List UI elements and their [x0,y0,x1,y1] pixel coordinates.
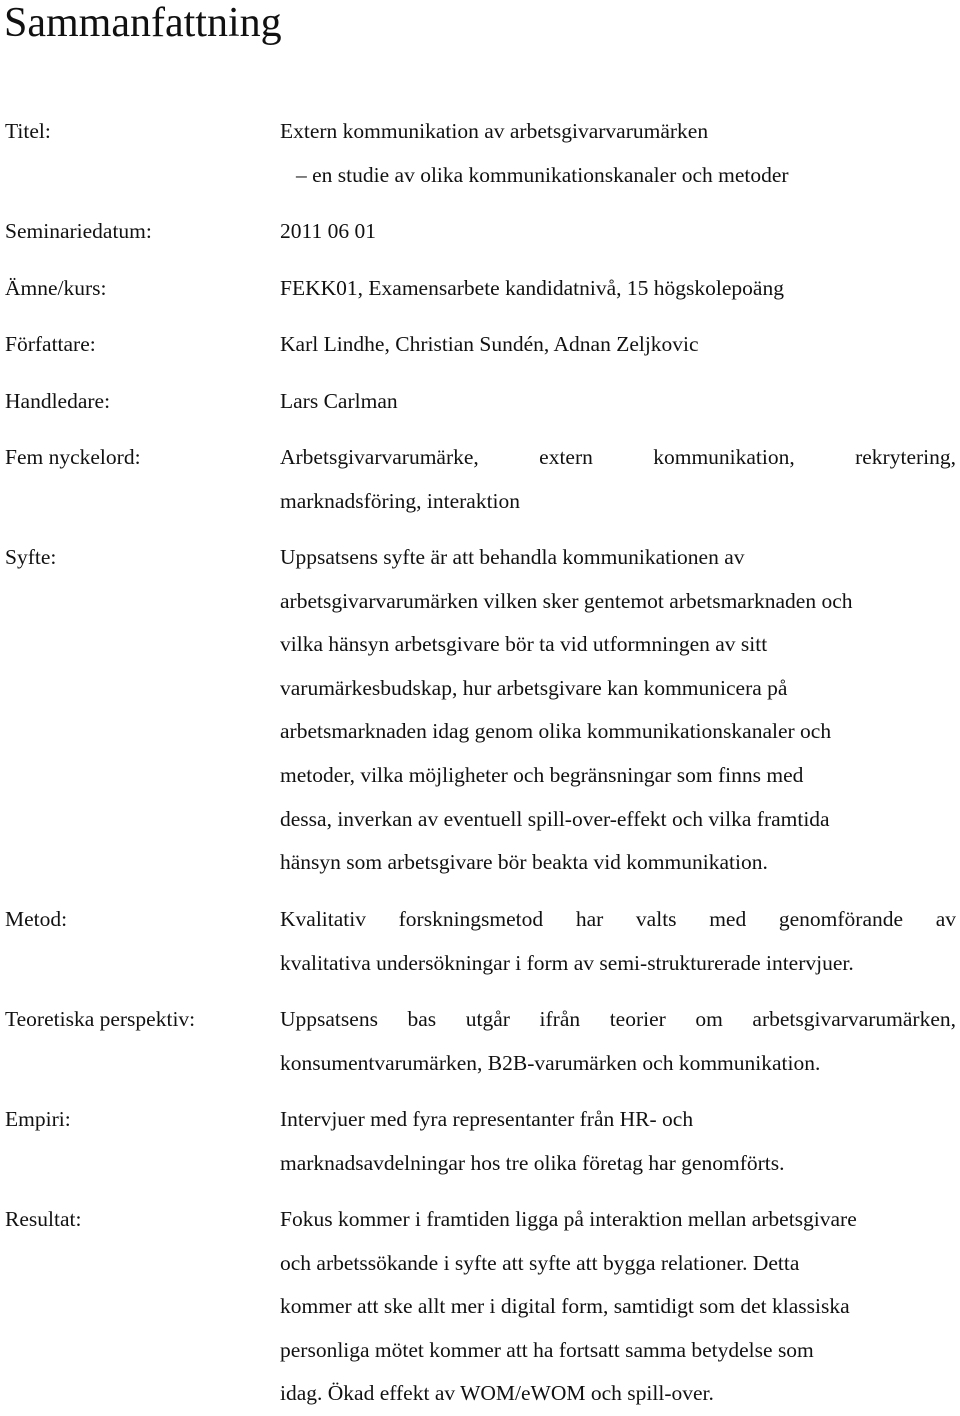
titel-line-2: – en studie av olika kommunikationskanaler och metoder [296,162,789,187]
syfte-line-7: dessa, inverkan av eventuell spill-over-effekt och vilka framtida [280,806,830,831]
nyckelord-line-1: Arbetsgivarvarumärke, extern kommunikation, rekrytering, [280,445,956,469]
label-forfattare: Författare: [5,332,96,356]
forfattare-line-1: Karl Lindhe, Christian Sundén, Adnan Zeljkovic [280,332,699,356]
value-metod [280,898,956,985]
label-empiri: Empiri: [5,1107,71,1131]
syfte-line-6: metoder, vilka möjligheter och begränsningar som finns med [280,762,804,787]
label-syfte: Syfte: [5,545,57,569]
value-nyckelord [280,436,956,523]
page-title: Sammanfattning [4,0,282,46]
value-empiri [280,1098,956,1185]
syfte-line-3: vilka hänsyn arbetsgivare bör ta vid utformningen av sitt [280,632,768,657]
seminariedatum-line-1: 2011 06 01 [280,219,376,243]
resultat-line-2: och arbetssökande i syfte att syfte att bygga relationer. Detta [280,1250,800,1275]
metod-line-1: Kvalitativ forskningsmetod har valts med genomförande av [280,907,956,931]
value-forfattare [280,323,956,367]
value-teoretiska-perspektiv [280,998,956,1085]
syfte-line-2: arbetsgivarvarumärken vilken sker gentemot arbetsmarknaden och [280,588,853,613]
label-teoretiska-perspektiv: Teoretiska perspektiv: [5,1007,196,1031]
resultat-line-1: Fokus kommer i framtiden ligga på interaktion mellan arbetsgivare [280,1207,857,1231]
syfte-line-8: hänsyn som arbetsgivare bör beakta vid kommunikation. [280,850,768,875]
titel-line-1: Extern kommunikation av arbetsgivarvarumärken [280,119,709,143]
label-metod: Metod: [5,907,68,931]
value-titel [280,110,956,197]
value-seminariedatum [280,210,956,254]
value-syfte [280,536,956,885]
label-amne-kurs: Ämne/kurs: [5,276,107,300]
resultat-line-5: idag. Ökad effekt av WOM/eWOM och spill-over. [280,1381,714,1406]
handledare-line-1: Lars Carlman [280,389,398,413]
teoretiska-line-1: Uppsatsens bas utgår ifrån teorier om arbetsgivarvarumärken, [280,1007,956,1031]
label-handledare: Handledare: [5,389,111,413]
resultat-line-4: personliga mötet kommer att ha fortsatt samma betydelse som [280,1337,814,1362]
amne-line-1: FEKK01, Examensarbete kandidatnivå, 15 högskolepoäng [280,276,784,300]
metod-line-2: kvalitativa undersökningar i form av semi-strukturerade intervjuer. [280,950,854,975]
label-titel: Titel: [5,119,51,143]
label-seminariedatum: Seminariedatum: [5,219,152,243]
label-resultat: Resultat: [5,1207,82,1231]
empiri-line-2: marknadsavdelningar hos tre olika företag har genomförts. [280,1150,785,1175]
nyckelord-line-2: marknadsföring, interaktion [280,488,521,513]
resultat-line-3: kommer att ske allt mer i digital form, samtidigt som det klassiska [280,1294,850,1319]
value-handledare [280,380,956,424]
syfte-line-1: Uppsatsens syfte är att behandla kommunikationen av [280,545,745,569]
value-amne-kurs [280,267,956,311]
value-resultat [280,1198,956,1416]
teoretiska-line-2: konsumentvarumärken, B2B-varumärken och kommunikation. [280,1050,821,1075]
empiri-line-1: Intervjuer med fyra representanter från HR- och [280,1107,694,1131]
syfte-line-5: arbetsmarknaden idag genom olika kommunikationskanaler och [280,719,832,744]
label-nyckelord: Fem nyckelord: [5,445,141,469]
syfte-line-4: varumärkesbudskap, hur arbetsgivare kan kommunicera på [280,675,788,700]
